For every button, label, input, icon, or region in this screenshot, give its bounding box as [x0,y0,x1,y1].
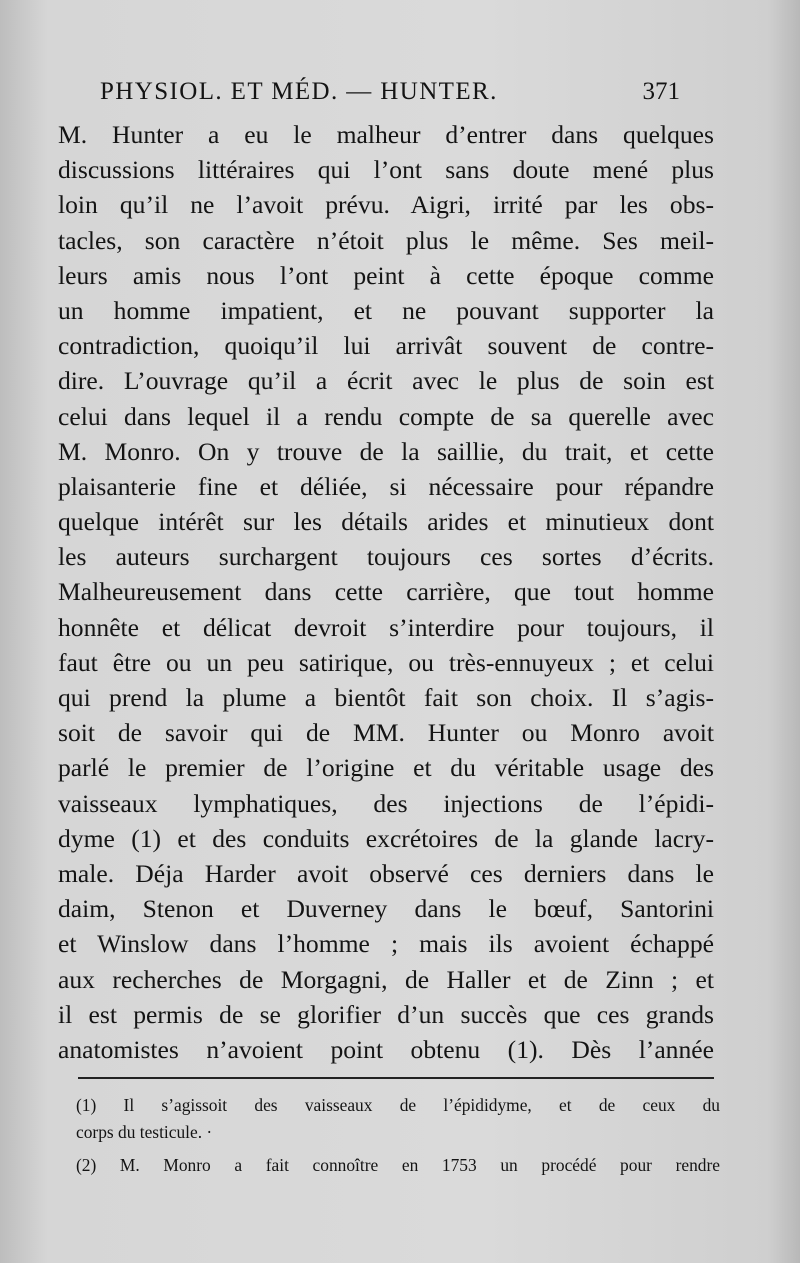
text-line: un homme impatient, et ne pouvant supporter la [58,295,714,325]
text-line: celui dans lequel il a rendu compte de sa querelle avec [58,401,714,431]
text-line: discussions littéraires qui l’ont sans doute mené plus [58,155,714,185]
text-line: aux recherches de Morgagni, de Haller et de Zinn ; et [58,964,714,994]
running-head [100,72,700,112]
text-line: qui prend la plume a bientôt fait son choix. Il s’agis- [58,683,714,712]
text-line: soit de savoir qui de MM. Hunter ou Monro avoit [58,718,714,748]
text-line: il est permis de se glorifier d’un succès que ces grands [58,999,714,1029]
text-line: male. Déja Harder avoit observé ces derniers dans le [58,858,714,888]
text-line: parlé le premier de l’origine et du véritable usage des [58,753,714,783]
text-line: contradiction, quoiqu’il lui arrivât souvent de contre- [58,331,714,361]
page-number: 371 [642,78,680,105]
text-line: M. Hunter a eu le malheur d’entrer dans quelques [58,120,714,149]
text-line: daim, Stenon et Duverney dans le bœuf, Santorini [58,894,714,924]
text-line: faut être ou un peu satirique, ou très-ennuyeux ; et celui [58,647,714,677]
footnote-1-line-2: corps du testicule. · [76,1122,213,1142]
text-line: honnête et délicat devroit s’interdire pour toujours, il [58,612,714,642]
text-line: tacles, son caractère n’étoit plus le même. Ses meil- [58,225,714,255]
footnotes [76,1092,720,1179]
body-text [58,117,714,1067]
running-head-title: PHYSIOL. ET MÉD. — HUNTER. [100,78,498,105]
footnote-2-line-1: (2) M. Monro a fait connoître en 1753 un procédé pour rendre [76,1155,720,1175]
text-line: dyme (1) et des conduits excrétoires de la glande lacry- [58,823,714,853]
text-line: M. Monro. On y trouve de la saillie, du trait, et cette [58,436,714,466]
text-line: vaisseaux lymphatiques, des injections de l’épidi- [58,788,714,818]
text-line: et Winslow dans l’homme ; mais ils avoient échappé [58,929,714,959]
text-line: les auteurs surchargent toujours ces sortes d’écrits. [58,542,714,572]
text-line: dire. L’ouvrage qu’il a écrit avec le plus de soin est [58,366,714,396]
footnote-divider [78,1077,714,1079]
text-line: plaisanterie fine et déliée, si nécessaire pour répandre [58,471,714,501]
text-line: Malheureusement dans cette carrière, que tout homme [58,577,714,607]
footnote-1-line-1: (1) Il s’agissoit des vaisseaux de l’épididyme, et de ceux du [76,1095,720,1115]
text-line: quelque intérêt sur les détails arides et minutieux dont [58,507,714,537]
text-line: anatomistes n’avoient point obtenu (1). Dès l’année [58,1034,714,1064]
text-line: loin qu’il ne l’avoit prévu. Aigri, irrité par les obs- [58,190,714,220]
text-line: leurs amis nous l’ont peint à cette époque comme [58,260,714,290]
